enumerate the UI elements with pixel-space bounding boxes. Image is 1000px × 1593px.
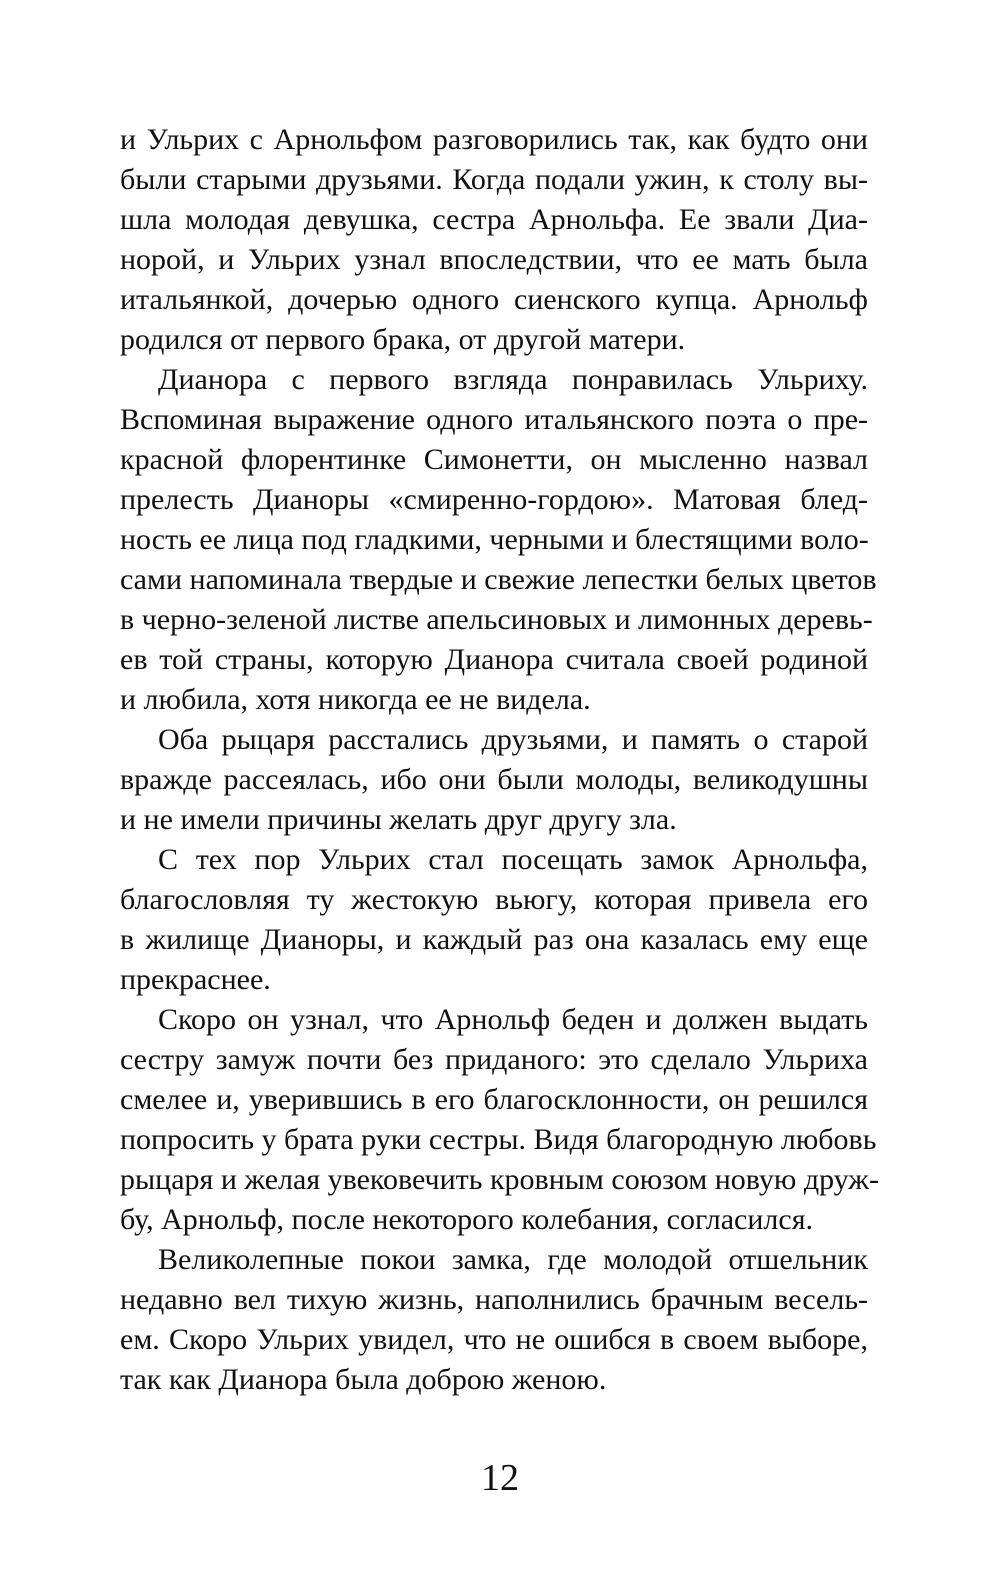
- text-line: прелесть Дианоры «смиренно-гордою». Матовая блед-: [120, 483, 868, 516]
- text-line: родился от первого брака, от другой матери.: [120, 323, 686, 356]
- text-line: благословляя ту жестокую вьюгу, которая привела его: [120, 883, 868, 916]
- paragraph-5: [120, 1000, 880, 1240]
- text-line: ев той страны, которую Дианора считала своей родиной: [120, 643, 868, 676]
- page-number: 12: [481, 1457, 519, 1499]
- paragraph-6: [120, 1240, 868, 1400]
- text-line: прекраснее.: [120, 963, 271, 996]
- text-line: красной флорентинке Симонетти, он мысленно назвал: [120, 443, 868, 476]
- text-line: ем. Скоро Ульрих увидел, что не ошибся в своем выборе,: [120, 1323, 868, 1356]
- text-line: Вспоминая выражение одного итальянского поэта о пре-: [120, 403, 868, 436]
- text-line: С тех пор Ульрих стал посещать замок Арнольфа,: [158, 843, 868, 876]
- text-line: шла молодая девушка, сестра Арнольфа. Ее звали Диа-: [120, 203, 868, 236]
- text-line: и не имели причины желать друг другу зла.: [120, 803, 677, 836]
- paragraph-4: [120, 840, 868, 1000]
- text-line: ность ее лица под гладкими, черными и блестящими воло-: [120, 523, 869, 556]
- text-line: рыцаря и желая увековечить кровным союзом новую друж-: [120, 1163, 880, 1196]
- text-line: Великолепные покои замка, где молодой отшельник: [158, 1243, 868, 1276]
- paragraph-3: [120, 720, 868, 840]
- text-line: итальянкой, дочерью одного сиенского купца. Арнольф: [120, 283, 868, 316]
- paragraph-1: [120, 120, 868, 360]
- text-line: и любила, хотя никогда ее не видела.: [120, 683, 591, 716]
- text-line: Оба рыцаря расстались друзьями, и память о старой: [158, 723, 868, 756]
- text-line: так как Дианора была доброю женою.: [120, 1363, 607, 1396]
- text-line: были старыми друзьями. Когда подали ужин, к столу вы-: [120, 163, 868, 196]
- text-line: сами напоминала твердые и свежие лепестки белых цветов: [120, 563, 877, 596]
- text-line: Скоро он узнал, что Арнольф беден и должен выдать: [158, 1003, 868, 1036]
- text-line: и Ульрих с Арнольфом разговорились так, как будто они: [120, 123, 868, 156]
- text-line: смелее и, уверившись в его благосклонности, он решился: [120, 1083, 868, 1116]
- text-line: бу, Арнольф, после некоторого колебания, согласился.: [120, 1203, 814, 1236]
- text-line: попросить у брата руки сестры. Видя благородную любовь: [120, 1123, 877, 1156]
- text-line: норой, и Ульрих узнал впоследствии, что ее мать была: [120, 243, 868, 276]
- text-line: вражде рассеялась, ибо они были молоды, великодушны: [120, 763, 868, 796]
- text-line: Дианора с первого взгляда понравилась Ульриху.: [158, 363, 868, 396]
- paragraph-2: [120, 360, 877, 720]
- text-line: недавно вел тихую жизнь, наполнились брачным весель-: [120, 1283, 868, 1316]
- text-line: в жилище Дианоры, и каждый раз она казалась ему еще: [120, 923, 868, 956]
- text-line: в черно-зеленой листве апельсиновых и лимонных деревь-: [120, 603, 873, 636]
- text-line: сестру замуж почти без приданого: это сделало Ульриха: [120, 1043, 868, 1076]
- body-text: [120, 120, 880, 1400]
